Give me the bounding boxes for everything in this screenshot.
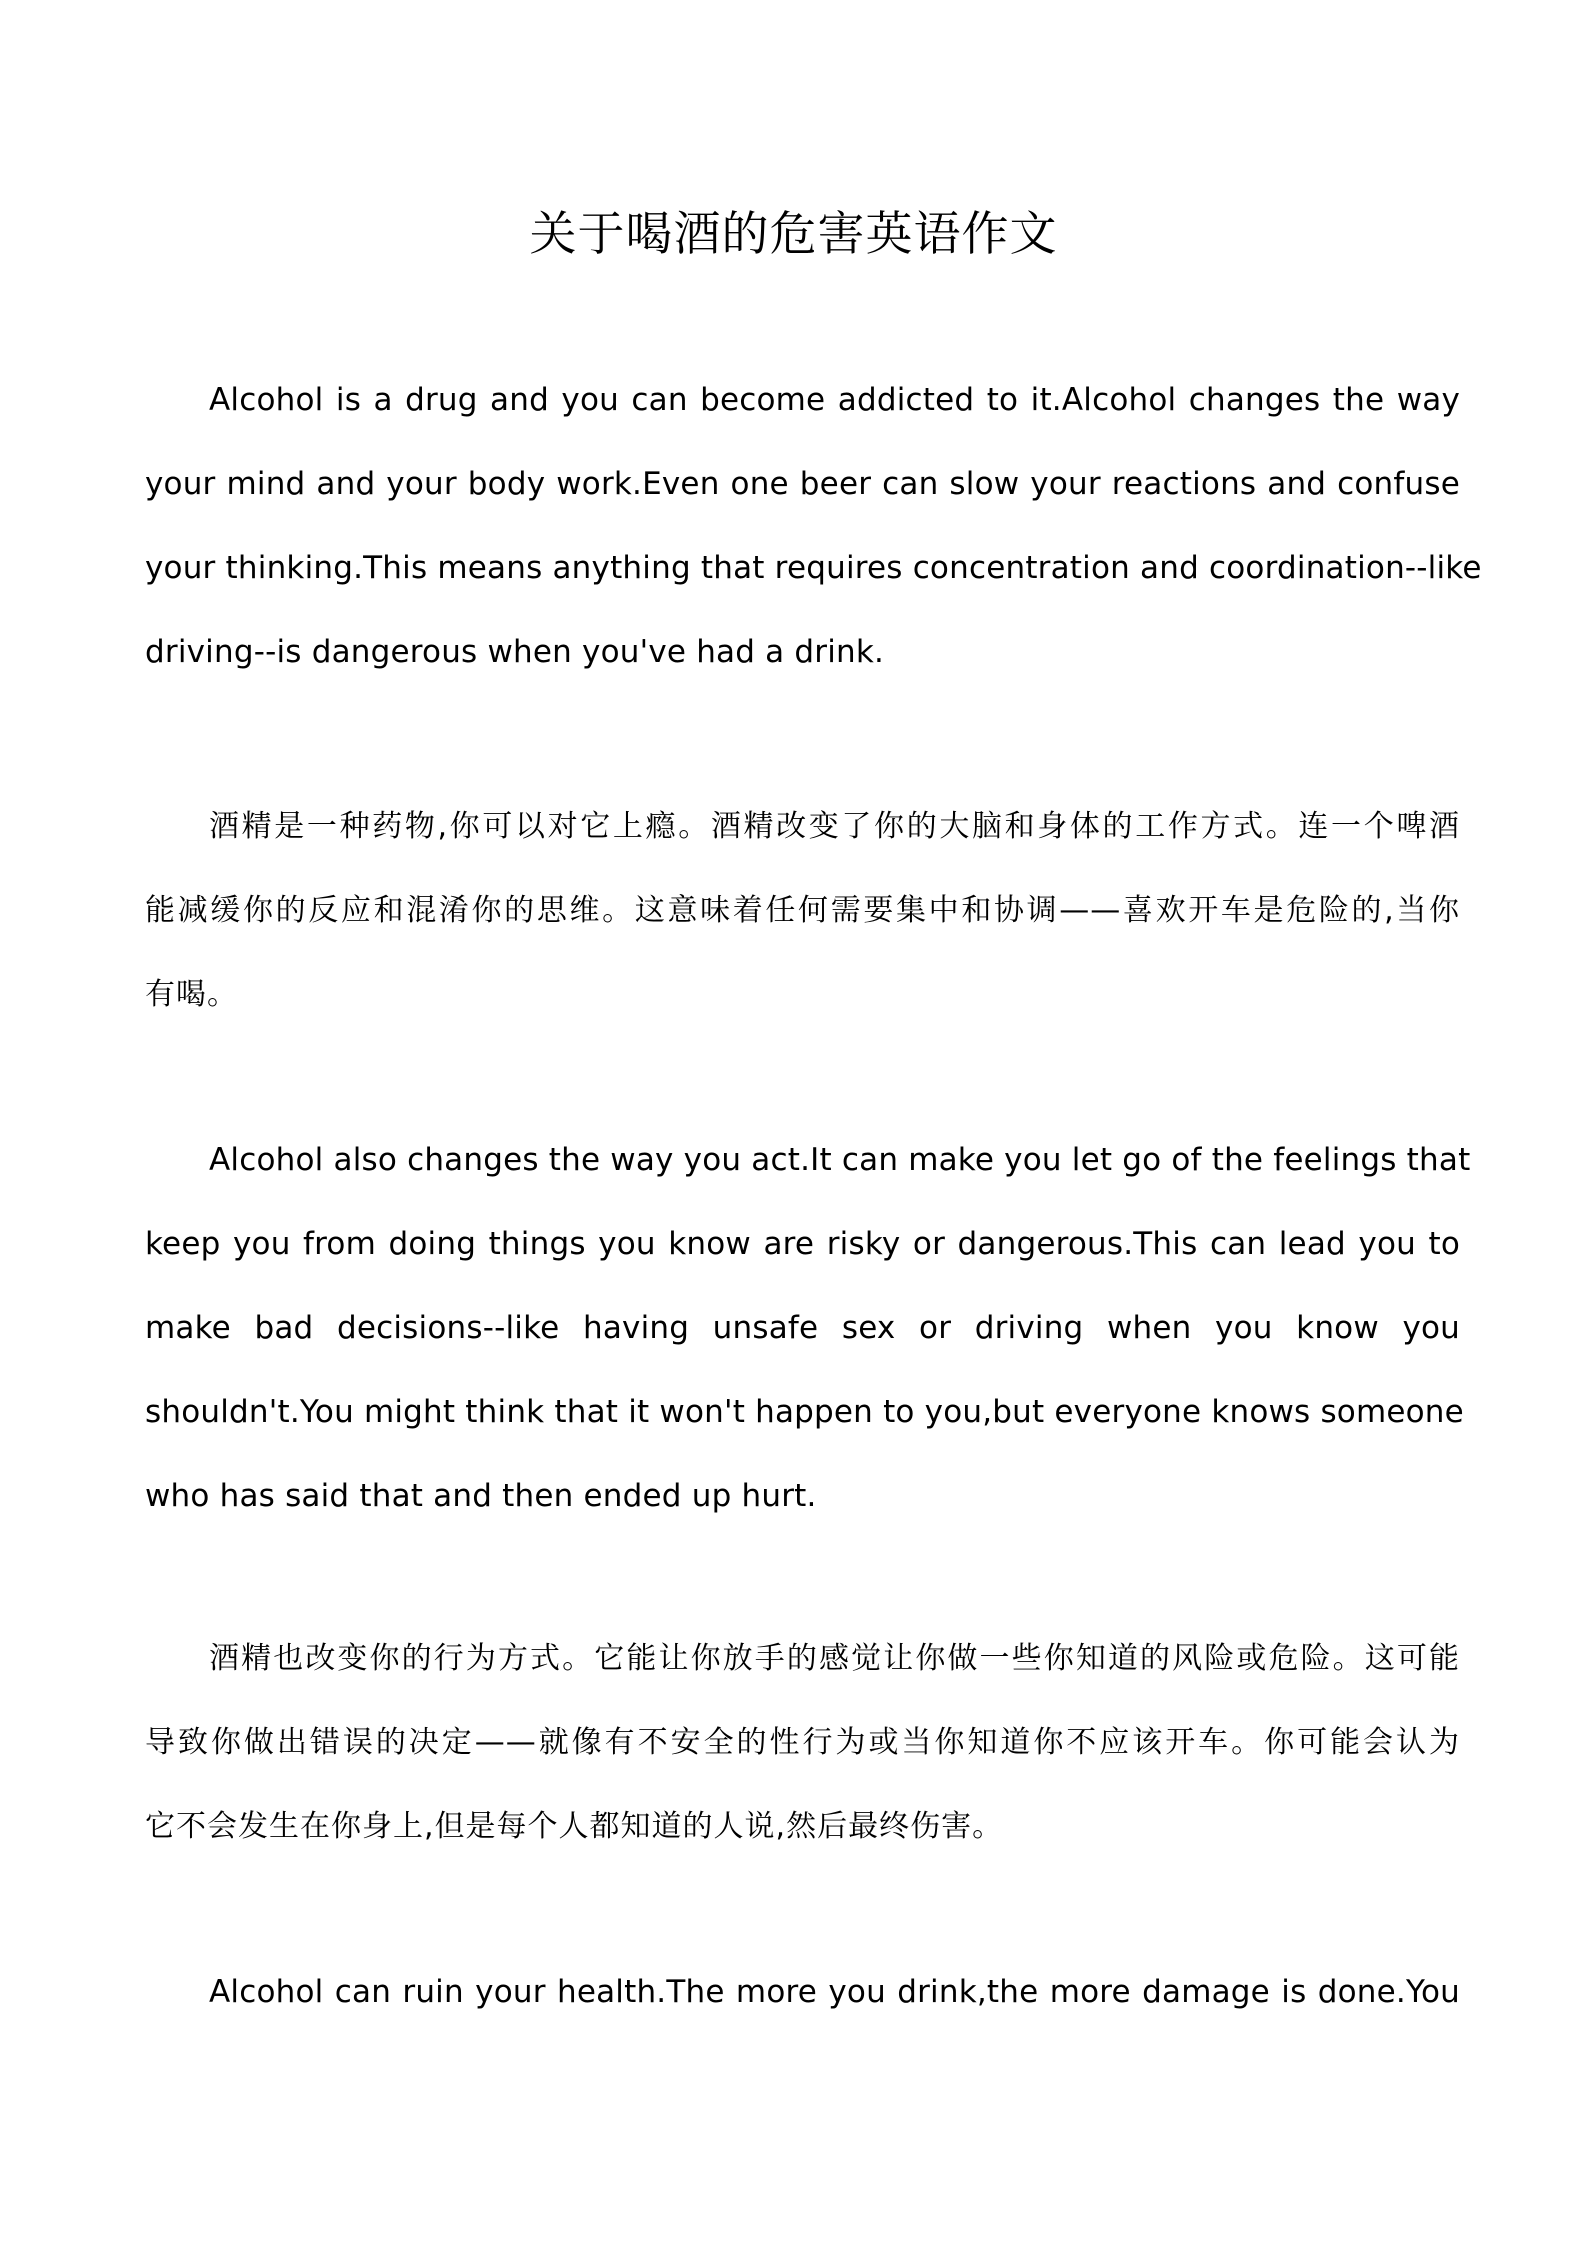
text-line: Alcohol is a drug and you can become addicted to it.Alcohol changes the way [209,382,1460,418]
text-line: 酒精是一种药物,你可以对它上瘾。酒精改变了你的大脑和身体的工作方式。连一个啤酒 [209,809,1460,844]
text-line: 有喝。 [145,977,238,1012]
text-line: who has said that and then ended up hurt. [145,1478,817,1514]
text-line: Alcohol can ruin your health.The more you drink,the more damage is done.You [209,1974,1460,2010]
text-line: your mind and your body work.Even one beer can slow your reactions and confuse [145,466,1460,502]
text-line: make bad decisions--like having unsafe sex or driving when you know you [145,1310,1460,1346]
text-line: Alcohol also changes the way you act.It can make you let go of the feelings that [209,1142,1471,1178]
paragraph-4-chinese [145,1617,1460,1869]
text-line: keep you from doing things you know are risky or dangerous.This can lead you to [145,1226,1460,1262]
text-line: 酒精也改变你的行为方式。它能让你放手的感觉让你做一些你知道的风险或危险。这可能 [209,1641,1460,1676]
text-line: shouldn't.You might think that it won't happen to you,but everyone knows someone [145,1394,1464,1430]
text-line: your thinking.This means anything that requires concentration and coordination--like [145,550,1482,586]
paragraph-5-english [145,1950,1460,2034]
paragraph-2-chinese [145,785,1460,1037]
text-line: driving--is dangerous when you've had a drink. [145,634,885,670]
paragraph-1-english [145,358,1482,694]
paragraph-3-english [145,1118,1471,1538]
text-line: 它不会发生在你身上,但是每个人都知道的人说,然后最终伤害。 [145,1809,1004,1844]
text-line: 导致你做出错误的决定——就像有不安全的性行为或当你知道你不应该开车。你可能会认为 [145,1725,1460,1760]
document-title: 关于喝酒的危害英语作文 [529,207,1058,262]
text-line: 能减缓你的反应和混淆你的思维。这意味着任何需要集中和协调——喜欢开车是危险的,当你 [145,893,1460,928]
